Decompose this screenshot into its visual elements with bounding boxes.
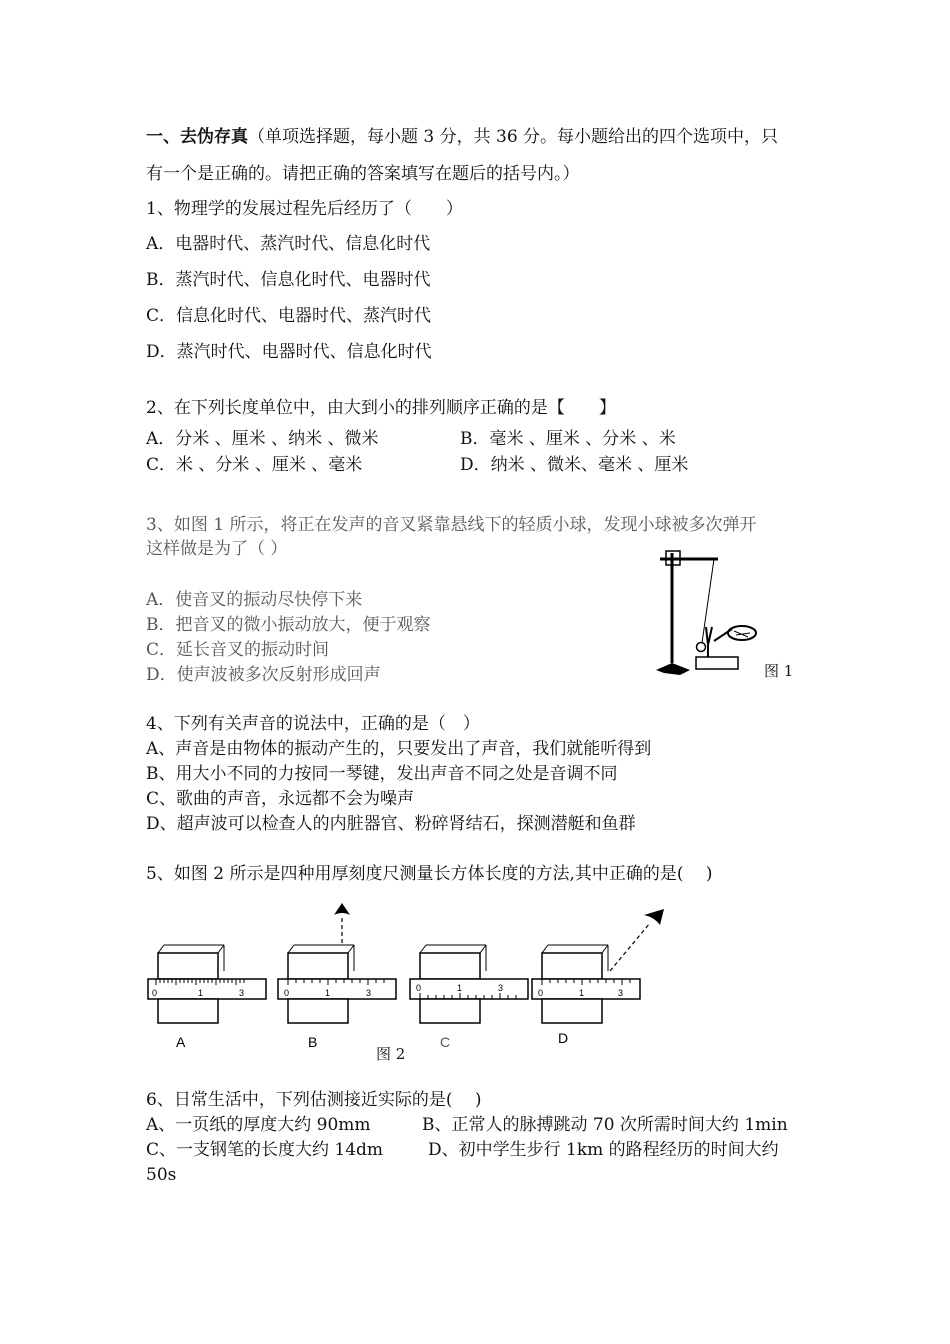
q1-stem: 1、物理学的发展过程先后经历了（ ） — [146, 199, 463, 219]
figure-2-panel-a — [148, 945, 266, 1050]
panel-d-scale-3: 3 — [618, 988, 624, 998]
q2-option-a: A．分米 、厘米 、纳米 、微米 — [146, 429, 379, 449]
q1-option-b: B．蒸汽时代、信息化时代、电器时代 — [146, 270, 431, 290]
q1-option-d: D．蒸汽时代、电器时代、信息化时代 — [146, 342, 432, 362]
q5-stem: 5、如图 2 所示是四种用厚刻度尺测量长方体长度的方法,其中正确的是( ) — [146, 864, 713, 884]
q6-option-d-cont: 50s — [146, 1165, 177, 1185]
q6-option-c: C、一支钢笔的长度大约 14dm — [146, 1140, 384, 1160]
q3-option-b: B．把音叉的微小振动放大，便于观察 — [146, 615, 431, 635]
q4-option-d: D、超声波可以检查人的内脏器官、粉碎肾结石，探测潜艇和鱼群 — [146, 814, 636, 834]
section-header — [146, 126, 778, 148]
figure-2-panel-c — [410, 945, 528, 1050]
figure-2-caption: 图 2 — [376, 1045, 406, 1063]
figure-1-tuning-fork-apparatus — [650, 545, 765, 680]
q2-option-d: D．纳米 、微米、毫米 、厘米 — [460, 455, 689, 475]
figure-2-ruler-methods — [140, 895, 680, 1055]
q4-option-b: B、用大小不同的力按同一琴键，发出声音不同之处是音调不同 — [146, 764, 618, 784]
q3-stem-cont: 这样做是为了（ ） — [146, 539, 288, 559]
panel-c-label: C — [440, 1034, 451, 1050]
figure-2-panel-b — [278, 903, 396, 1050]
panel-b-label: B — [308, 1034, 318, 1050]
panel-d-label: D — [558, 1030, 569, 1046]
panel-b-scale-1: 1 — [325, 988, 331, 998]
panel-d-scale-1: 1 — [579, 988, 585, 998]
q3-option-d: D．使声波被多次反射形成回声 — [146, 665, 381, 685]
panel-b-scale-0: 0 — [284, 988, 290, 998]
panel-d-scale-0: 0 — [538, 988, 544, 998]
q2-stem: 2、在下列长度单位中，由大到小的排列顺序正确的是【 】 — [146, 398, 616, 418]
panel-d-eye-icon — [644, 909, 664, 925]
figure-1-caption: 图 1 — [764, 662, 794, 680]
q1-option-c: C．信息化时代、电器时代、蒸汽时代 — [146, 306, 432, 326]
q1-option-a: A．电器时代、蒸汽时代、信息化时代 — [146, 234, 431, 254]
panel-c-scale-3: 3 — [498, 983, 504, 993]
q6-option-b: B、正常人的脉搏跳动 70 次所需时间大约 1min — [422, 1115, 788, 1135]
panel-a-scale-3: 3 — [239, 988, 245, 998]
panel-a-scale-0: 0 — [152, 988, 158, 998]
section-title: 一、去伪存真 — [146, 127, 248, 147]
q3-option-c: C．延长音叉的振动时间 — [146, 640, 330, 660]
q3-stem: 3、如图 1 所示，将正在发声的音叉紧靠悬线下的轻质小球，发现小球被多次弹开 — [146, 515, 757, 535]
q6-option-a: A、一页纸的厚度大约 90mm — [146, 1115, 371, 1135]
q4-option-c: C、歌曲的声音，永远都不会为噪声 — [146, 789, 415, 809]
q2-option-b: B．毫米 、厘米 、分米 、米 — [460, 429, 676, 449]
panel-c-scale-1: 1 — [457, 983, 463, 993]
panel-b-eye-icon — [334, 903, 350, 915]
panel-c-scale-0: 0 — [416, 983, 422, 993]
section-instructions-cont: 有一个是正确的。请把正确的答案填写在题后的括号内。） — [146, 164, 580, 184]
q4-stem: 4、下列有关声音的说法中，正确的是（ ） — [146, 714, 480, 734]
panel-a-label: A — [176, 1034, 186, 1050]
figure-2-panel-d — [532, 909, 664, 1046]
q6-option-d: D、初中学生步行 1km 的路程经历的时间大约 — [428, 1140, 779, 1160]
q3-option-a: A．使音叉的振动尽快停下来 — [146, 590, 363, 610]
section-instructions: （单项选择题，每小题 3 分，共 36 分。每小题给出的四个选项中，只 — [248, 127, 779, 147]
q2-option-c: C．米 、分米 、厘米 、毫米 — [146, 455, 363, 475]
panel-b-scale-3: 3 — [366, 988, 372, 998]
q6-stem: 6、日常生活中，下列估测接近实际的是( ) — [146, 1090, 482, 1110]
q4-option-a: A、声音是由物体的振动产生的，只要发出了声音，我们就能听得到 — [146, 739, 652, 759]
panel-a-scale-1: 1 — [198, 988, 204, 998]
